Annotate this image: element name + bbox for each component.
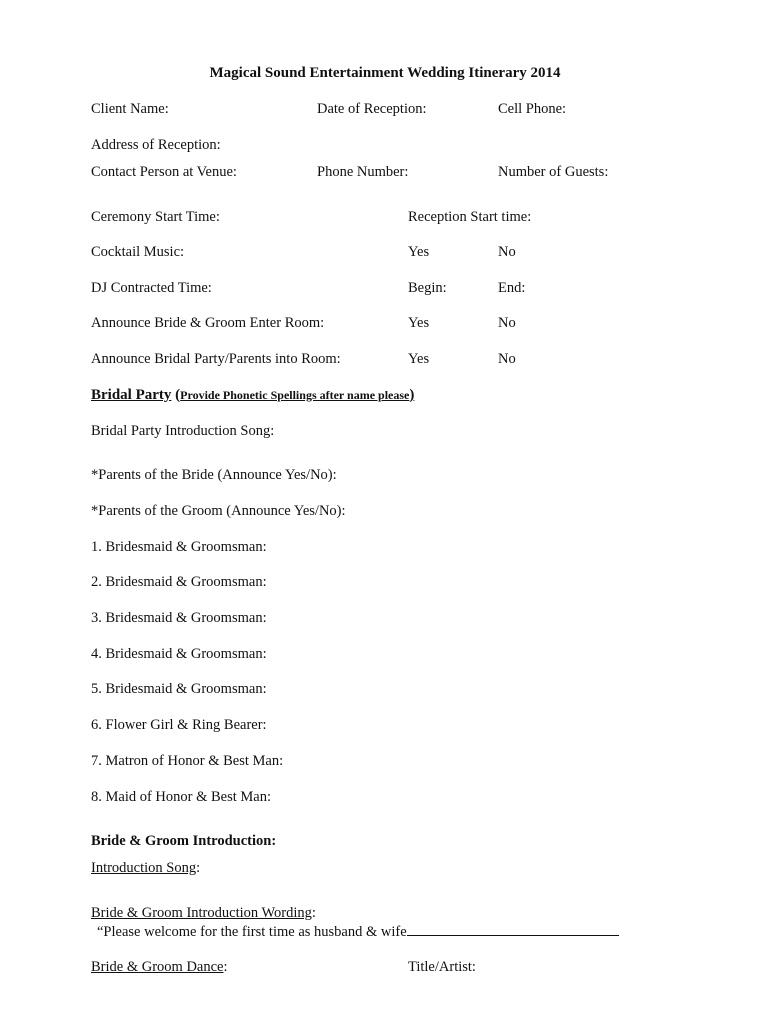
bridal-party-entry: 3. Bridesmaid & Groomsman: (91, 610, 267, 626)
bridal-party-entry: 5. Bridesmaid & Groomsman: (91, 681, 267, 697)
announce-bride-groom-label: Announce Bride & Groom Enter Room: (91, 315, 325, 331)
bridal-party-intro-song-label: Bridal Party Introduction Song: (91, 423, 275, 439)
announce-bride-groom-yes: Yes (408, 315, 430, 331)
introduction-song-label: Introduction Song (91, 860, 197, 876)
intro-wording-colon: : (311, 905, 316, 921)
date-of-reception-label: Date of Reception: (317, 101, 427, 117)
client-name-label: Client Name: (91, 101, 169, 117)
introduction-song-colon: : (196, 860, 201, 876)
wife-name-blank-line[interactable] (407, 922, 619, 936)
intro-wording-quote-line (97, 922, 619, 941)
intro-wording-label: Bride & Groom Introduction Wording (91, 905, 312, 921)
cell-phone-label: Cell Phone: (498, 101, 567, 117)
bridal-party-heading-text: Bridal Party (91, 387, 172, 403)
contact-person-label: Contact Person at Venue: (91, 164, 237, 180)
dj-begin-label: Begin: (408, 280, 447, 296)
bride-groom-dance-line (91, 958, 228, 976)
bridal-party-entry: 1. Bridesmaid & Groomsman: (91, 539, 267, 555)
ceremony-start-label: Ceremony Start Time: (91, 209, 220, 225)
heading-paren-open: ( (171, 387, 181, 403)
introduction-song-line (91, 859, 200, 877)
dj-end-label: End: (498, 280, 526, 296)
announce-bridal-party-label: Announce Bridal Party/Parents into Room: (91, 351, 341, 367)
cocktail-music-no: No (498, 244, 516, 260)
bridal-party-entry: 6. Flower Girl & Ring Bearer: (91, 717, 267, 733)
cocktail-music-yes: Yes (408, 244, 430, 260)
announce-bridal-party-no: No (498, 351, 516, 367)
phonetic-spelling-note: Provide Phonetic Spellings after name please (180, 388, 410, 402)
number-of-guests-label: Number of Guests: (498, 164, 609, 180)
bride-groom-intro-heading: Bride & Groom Introduction: (91, 833, 277, 849)
bride-groom-dance-label: Bride & Groom Dance (91, 959, 224, 975)
bridal-party-entry: 4. Bridesmaid & Groomsman: (91, 646, 267, 662)
announce-bride-groom-no: No (498, 315, 516, 331)
intro-wording-quote: “Please welcome for the first time as husband & wife (97, 924, 407, 940)
bridal-party-entry: 2. Bridesmaid & Groomsman: (91, 574, 267, 590)
intro-wording-line (91, 904, 316, 922)
document-title: Magical Sound Entertainment Wedding Itinerary 2014 (209, 65, 561, 81)
phone-number-label: Phone Number: (317, 164, 409, 180)
address-of-reception-label: Address of Reception: (91, 137, 221, 153)
announce-bridal-party-yes: Yes (408, 351, 430, 367)
parents-of-bride-label: *Parents of the Bride (Announce Yes/No): (91, 467, 337, 483)
title-artist-label: Title/Artist: (408, 959, 476, 975)
dj-contracted-label: DJ Contracted Time: (91, 280, 212, 296)
bridal-party-entry: 8. Maid of Honor & Best Man: (91, 789, 272, 805)
heading-paren-close: ) (409, 387, 415, 403)
reception-start-label: Reception Start time: (408, 209, 532, 225)
cocktail-music-label: Cocktail Music: (91, 244, 185, 260)
bride-groom-dance-colon: : (223, 959, 228, 975)
parents-of-groom-label: *Parents of the Groom (Announce Yes/No): (91, 503, 346, 519)
bridal-party-heading (91, 386, 414, 404)
bridal-party-entry: 7. Matron of Honor & Best Man: (91, 753, 284, 769)
